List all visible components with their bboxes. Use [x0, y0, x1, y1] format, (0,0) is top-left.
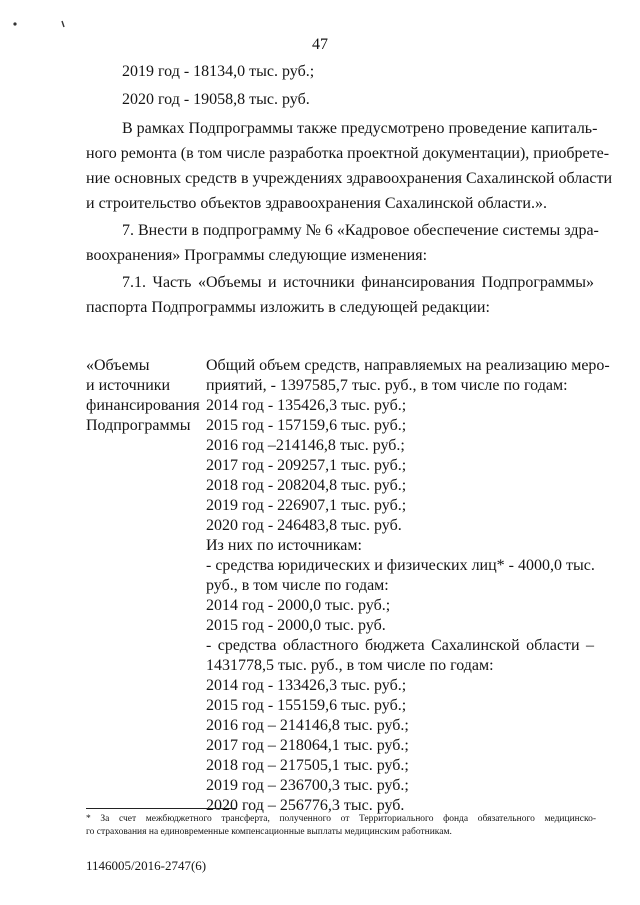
legal-entities-line: руб., в том числе по годам:: [206, 577, 389, 594]
legal-year-row: 2014 год - 2000,0 тыс. руб.;: [206, 597, 391, 614]
regional-year-row: 2020 год – 256776,3 тыс. руб.: [206, 797, 405, 814]
paragraph-line: В рамках Подпрограммы также предусмотрено проведение капиталь-: [122, 120, 598, 137]
paragraph-line: и строительство объектов здравоохранения Сахалинской области.».: [86, 195, 547, 212]
legal-year-row: 2015 год - 2000,0 тыс. руб.: [206, 617, 386, 634]
paragraph-line: ние основных средств в учреждениях здравоохранения Сахалинской области: [86, 170, 613, 187]
paragraph-line: ного ремонта (в том числе разработка проектной документации), приобрете-: [86, 145, 610, 162]
intro-line: приятий, - 1397585,7 тыс. руб., в том числе по годам:: [206, 377, 568, 394]
table-content-column: [206, 356, 610, 816]
scan-marks: [12, 18, 72, 30]
regional-year-row: 2015 год - 155159,6 тыс. руб.;: [206, 697, 407, 714]
total-year-row: 2019 год - 226907,1 тыс. руб.;: [206, 497, 407, 514]
footnote-line: * За счет межбюджетного трансферта, полученного от Территориального фонда обязательного медицинско-: [86, 814, 596, 824]
total-year-row: 2015 год - 157159,6 тыс. руб.;: [206, 417, 407, 434]
budget-year-2019-line: 2019 год - 18134,0 тыс. руб.;: [122, 63, 315, 80]
regional-year-row: 2018 год – 217505,1 тыс. руб.;: [206, 757, 409, 774]
document-code: 1146005/2016-2747(6): [86, 858, 207, 873]
footnote-divider: [86, 808, 236, 809]
item-7-line: 7. Внести в подпрограмму № 6 «Кадровое обеспечение системы здра-: [122, 222, 599, 239]
item-7-1-line: 7.1. Часть «Объемы и источники финансирования Подпрограммы»: [122, 274, 594, 291]
total-year-row: 2014 год - 135426,3 тыс. руб.;: [206, 397, 407, 414]
item-7-line: воохранения» Программы следующие изменения:: [86, 247, 428, 264]
regional-year-row: 2019 год – 236700,3 тыс. руб.;: [206, 777, 409, 794]
total-year-row: 2020 год - 246483,8 тыс. руб.: [206, 517, 402, 534]
table-label-line: «Объемы: [86, 357, 150, 374]
table-label-line: и источники: [86, 377, 171, 394]
legal-entities-line: - средства юридических и физических лиц* - 4000,0 тыс.: [206, 557, 595, 574]
regional-year-row: 2014 год - 133426,3 тыс. руб.;: [206, 677, 407, 694]
total-year-row: 2016 год –214146,8 тыс. руб.;: [206, 437, 405, 454]
sources-heading: Из них по источникам:: [206, 537, 362, 554]
total-year-row: 2018 год - 208204,8 тыс. руб.;: [206, 477, 407, 494]
table-label-column: [86, 356, 206, 436]
total-year-row: 2017 год - 209257,1 тыс. руб.;: [206, 457, 407, 474]
footnote: [86, 813, 596, 839]
regional-year-row: 2017 год – 218064,1 тыс. руб.;: [206, 737, 409, 754]
footnote-line: го страхования на единовременные компенсационные выплаты медицинским работникам.: [86, 827, 452, 837]
table-label-line: Подпрограммы: [86, 417, 191, 434]
regional-budget-line: - средства областного бюджета Сахалинской области –: [206, 637, 594, 654]
page-number: 47: [312, 36, 328, 53]
regional-budget-line: 1431778,5 тыс. руб., в том числе по годам:: [206, 657, 494, 674]
regional-year-row: 2016 год – 214146,8 тыс. руб.;: [206, 717, 409, 734]
table-label-line: финансирования: [86, 397, 200, 414]
budget-year-2020-line: 2020 год - 19058,8 тыс. руб.: [122, 91, 310, 108]
item-7-1-line: паспорта Подпрограммы изложить в следующей редакции:: [86, 299, 490, 316]
intro-line: Общий объем средств, направляемых на реализацию меро-: [206, 357, 610, 374]
